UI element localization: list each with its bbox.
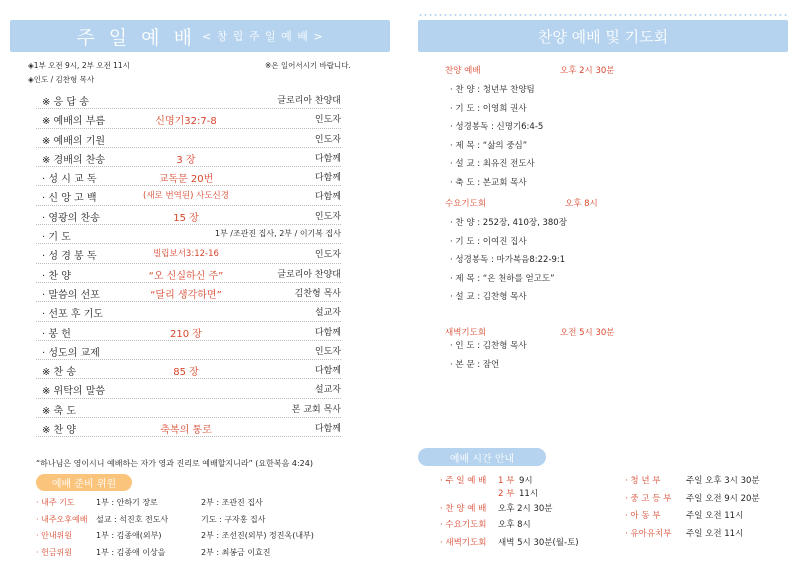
order-item-person: 설교자	[314, 385, 341, 396]
order-item-person: 다함께	[314, 173, 341, 184]
order-item-name: · 선포 후 기도	[42, 309, 104, 321]
prep-a: 1부 : 김종애(외부)	[96, 531, 162, 540]
wed-item: · 설 교 : 김찬형 목사	[450, 292, 527, 302]
praise-item: · 제 목 : “삶의 중심”	[450, 140, 528, 151]
schedule-dept: · 청 년 부	[625, 476, 661, 486]
wed-item: · 제 목 : “온 천하를 얻고도”	[450, 273, 555, 284]
worship-order-row	[36, 90, 341, 109]
prep-k: · 내주 기도	[36, 498, 75, 507]
prep-a: 1부 : 안하기 장로	[96, 498, 158, 507]
wednesday-prayer-time: 오후 8시	[565, 199, 598, 209]
order-item-name: · 봉 헌	[42, 328, 71, 340]
sunday-worship-banner	[10, 20, 390, 52]
order-item-person: 설교자	[314, 308, 341, 319]
order-item-detail: 15 장	[173, 212, 199, 224]
worship-order-row	[36, 148, 341, 167]
wednesday-prayer-title: 수요기도회	[445, 199, 487, 209]
order-item-name: · 성 경 봉 독	[42, 251, 97, 263]
praise-worship-title: 찬양 예배	[445, 66, 481, 76]
worship-order-row	[36, 206, 341, 225]
prep-committee-label: 예배 준비 위원	[36, 474, 132, 491]
wed-item: · 기 도 : 이여진 집사	[450, 236, 527, 247]
schedule-dept-time: 주일 오후 3시 30분	[686, 476, 760, 486]
schedule-time: 새벽 5시 30분(월-토)	[498, 538, 579, 548]
sunday-worship-title: 주 일 예 배	[76, 26, 196, 49]
schedule-service: · 주 일 예 배	[440, 476, 487, 486]
worship-order-row	[36, 360, 341, 379]
order-item-name: ※ 위탁의 말씀	[42, 386, 106, 398]
schedule-time: 9시	[519, 476, 533, 486]
prep-k: · 헌금위원	[36, 547, 72, 557]
order-item-person: 1부 /조관진 집사, 2부 / 이기복 집사	[214, 229, 341, 239]
order-item-detail: (새로 번역된) 사도신경	[143, 191, 229, 202]
order-of-worship	[36, 90, 341, 437]
schedule-service: · 수요기도회	[440, 520, 487, 530]
order-item-detail: 210 장	[170, 328, 202, 340]
standing-note: ※온 일어서시기 바랍니다.	[265, 61, 351, 70]
order-item-name: ※ 찬 양	[42, 425, 77, 437]
prep-row	[36, 497, 346, 514]
order-item-name: · 말씀의 선포	[42, 289, 100, 301]
scripture-quote: “하나님은 영이시니 예배하는 자가 영과 진리로 예배할지니라” (요한복음 4:24)	[36, 459, 313, 468]
praise-worship-time: 오후 2시 30분	[560, 66, 615, 76]
order-item-person: 다함께	[314, 366, 341, 377]
order-item-name: ※ 응 답 송	[42, 97, 89, 108]
praise-item: · 성경봉독 : 신명기6:4-5	[450, 122, 544, 132]
schedule-dept-time: 주일 오전 11시	[686, 511, 744, 521]
schedule-time: 오후 8시	[498, 520, 531, 530]
order-item-person: 인도자	[314, 346, 341, 357]
order-item-detail: 축복의 통로	[160, 425, 212, 437]
praise-item: · 설 교 : 최유진 전도사	[450, 159, 535, 169]
order-item-person: 인도자	[314, 115, 341, 126]
prep-b: 기도 : 구자홍 집사	[201, 514, 266, 524]
schedule-part: 2 부	[498, 489, 515, 499]
worship-order-row	[36, 167, 341, 186]
order-item-detail: 빌립보서3:12-16	[153, 249, 219, 260]
order-item-name: · 성 시 교 독	[42, 174, 97, 186]
worship-order-row	[36, 225, 341, 244]
schedule-time: 11시	[519, 489, 539, 499]
prep-committee-list	[36, 497, 346, 563]
schedule-dept: · 유아유치부	[625, 528, 672, 539]
schedule-dept-time: 주일 오전 9시 20분	[686, 493, 760, 504]
dawn-item: · 인 도 : 김찬형 목사	[450, 341, 527, 351]
worship-order-row	[36, 186, 341, 205]
dotted-decoration	[418, 13, 788, 17]
order-item-name: · 영광의 찬송	[42, 212, 100, 224]
order-item-detail: 교독문 20번	[158, 174, 214, 186]
order-item-name: · 찬 양	[42, 270, 71, 282]
order-item-person: 김찬형 목사	[294, 288, 341, 299]
prep-row	[36, 547, 346, 564]
order-item-person: 다함께	[314, 153, 341, 164]
praise-prayer-banner: 찬양 예배 및 기도회	[418, 20, 788, 52]
worship-order-row	[36, 341, 341, 360]
prep-k: · 안내위원	[36, 531, 72, 540]
order-item-name: · 신 앙 고 백	[42, 193, 97, 205]
worship-order-row	[36, 322, 341, 341]
order-item-person: 글로리아 찬양대	[277, 269, 341, 280]
worship-order-row	[36, 244, 341, 263]
prep-b: 2부 : 최봉금 이효진	[201, 547, 271, 557]
order-item-person: 인도자	[314, 134, 341, 145]
schedule-part: 1 부	[498, 476, 515, 486]
dawn-prayer-title: 새벽기도회	[445, 328, 487, 338]
schedule-time: 오후 2시 30분	[498, 504, 553, 514]
wed-item: · 성경봉독 : 마가복음8:22-9:1	[450, 255, 566, 265]
worship-order-row	[36, 129, 341, 148]
worship-order-row	[36, 283, 341, 302]
order-item-person: 다함께	[314, 192, 341, 203]
order-item-person: 다함께	[314, 327, 341, 338]
wed-item: · 찬 양 : 252장, 410장, 380장	[450, 218, 567, 228]
order-item-name: ※ 축 도	[42, 405, 77, 417]
prep-a: 설교 : 석진호 전도사	[96, 514, 169, 524]
praise-item: · 기 도 : 이영희 권사	[450, 103, 527, 114]
order-item-person: 인도자	[314, 211, 341, 222]
anniversary-subtitle: < 창 립 주 일 예 배 >	[201, 30, 324, 43]
schedule-dept-time: 주일 오전 11시	[686, 528, 744, 539]
order-item-name: ※ 찬 송	[42, 367, 77, 379]
worship-order-row	[36, 109, 341, 128]
order-item-detail: 3 장	[176, 154, 196, 166]
order-item-name: ※ 경배의 찬송	[42, 154, 106, 166]
order-item-person: 인도자	[314, 250, 341, 261]
schedule-service: · 새벽기도회	[440, 538, 487, 548]
order-item-person: 다함께	[314, 424, 341, 435]
prep-k: · 내주오후예배	[36, 514, 88, 524]
worship-order-row	[36, 379, 341, 398]
worship-leader: ◈인도 / 김찬형 목사	[28, 75, 95, 84]
worship-order-row	[36, 264, 341, 283]
order-item-detail: “달리 생각하면”	[150, 289, 222, 301]
worship-order-row	[36, 399, 341, 418]
prep-row	[36, 514, 346, 531]
order-item-detail: 85 장	[173, 367, 199, 379]
praise-item: · 찬 양 : 청년부 찬양팀	[450, 85, 535, 95]
dawn-prayer-time: 오전 5시 30분	[560, 328, 615, 338]
order-item-person: 본 교회 목사	[291, 404, 341, 415]
schedule-dept: · 아 동 부	[625, 511, 661, 521]
schedule-label: 예배 시간 안내	[418, 448, 546, 466]
order-item-detail: 신명기32:7-8	[155, 116, 217, 128]
worship-order-row	[36, 418, 341, 437]
praise-item: · 축 도 : 본교회 목사	[450, 177, 527, 188]
order-item-name: ※ 예배의 부름	[42, 116, 106, 128]
order-item-name: ※ 예배의 기원	[42, 135, 106, 147]
prep-b: 2부 : 조관진 집사	[201, 498, 263, 507]
order-item-person: 글로리아 찬양대	[277, 96, 341, 106]
schedule-service: · 찬 양 예 배	[440, 504, 487, 514]
prep-a: 1부 : 김종애 이상을	[96, 547, 166, 557]
service-times: ◈1부 오전 9시, 2부 오전 11시	[28, 61, 130, 70]
prep-b: 2부 : 조선진(외부) 정진옥(내부)	[201, 531, 314, 540]
schedule-dept: · 중 고 등 부	[625, 493, 672, 504]
dawn-item: · 본 문 : 잠언	[450, 359, 500, 370]
order-item-detail: “오 신실하신 주”	[148, 270, 224, 282]
order-item-name: · 성도의 교제	[42, 347, 100, 359]
worship-order-row	[36, 302, 341, 321]
order-item-name: · 기 도	[42, 232, 71, 244]
prep-row	[36, 530, 346, 547]
